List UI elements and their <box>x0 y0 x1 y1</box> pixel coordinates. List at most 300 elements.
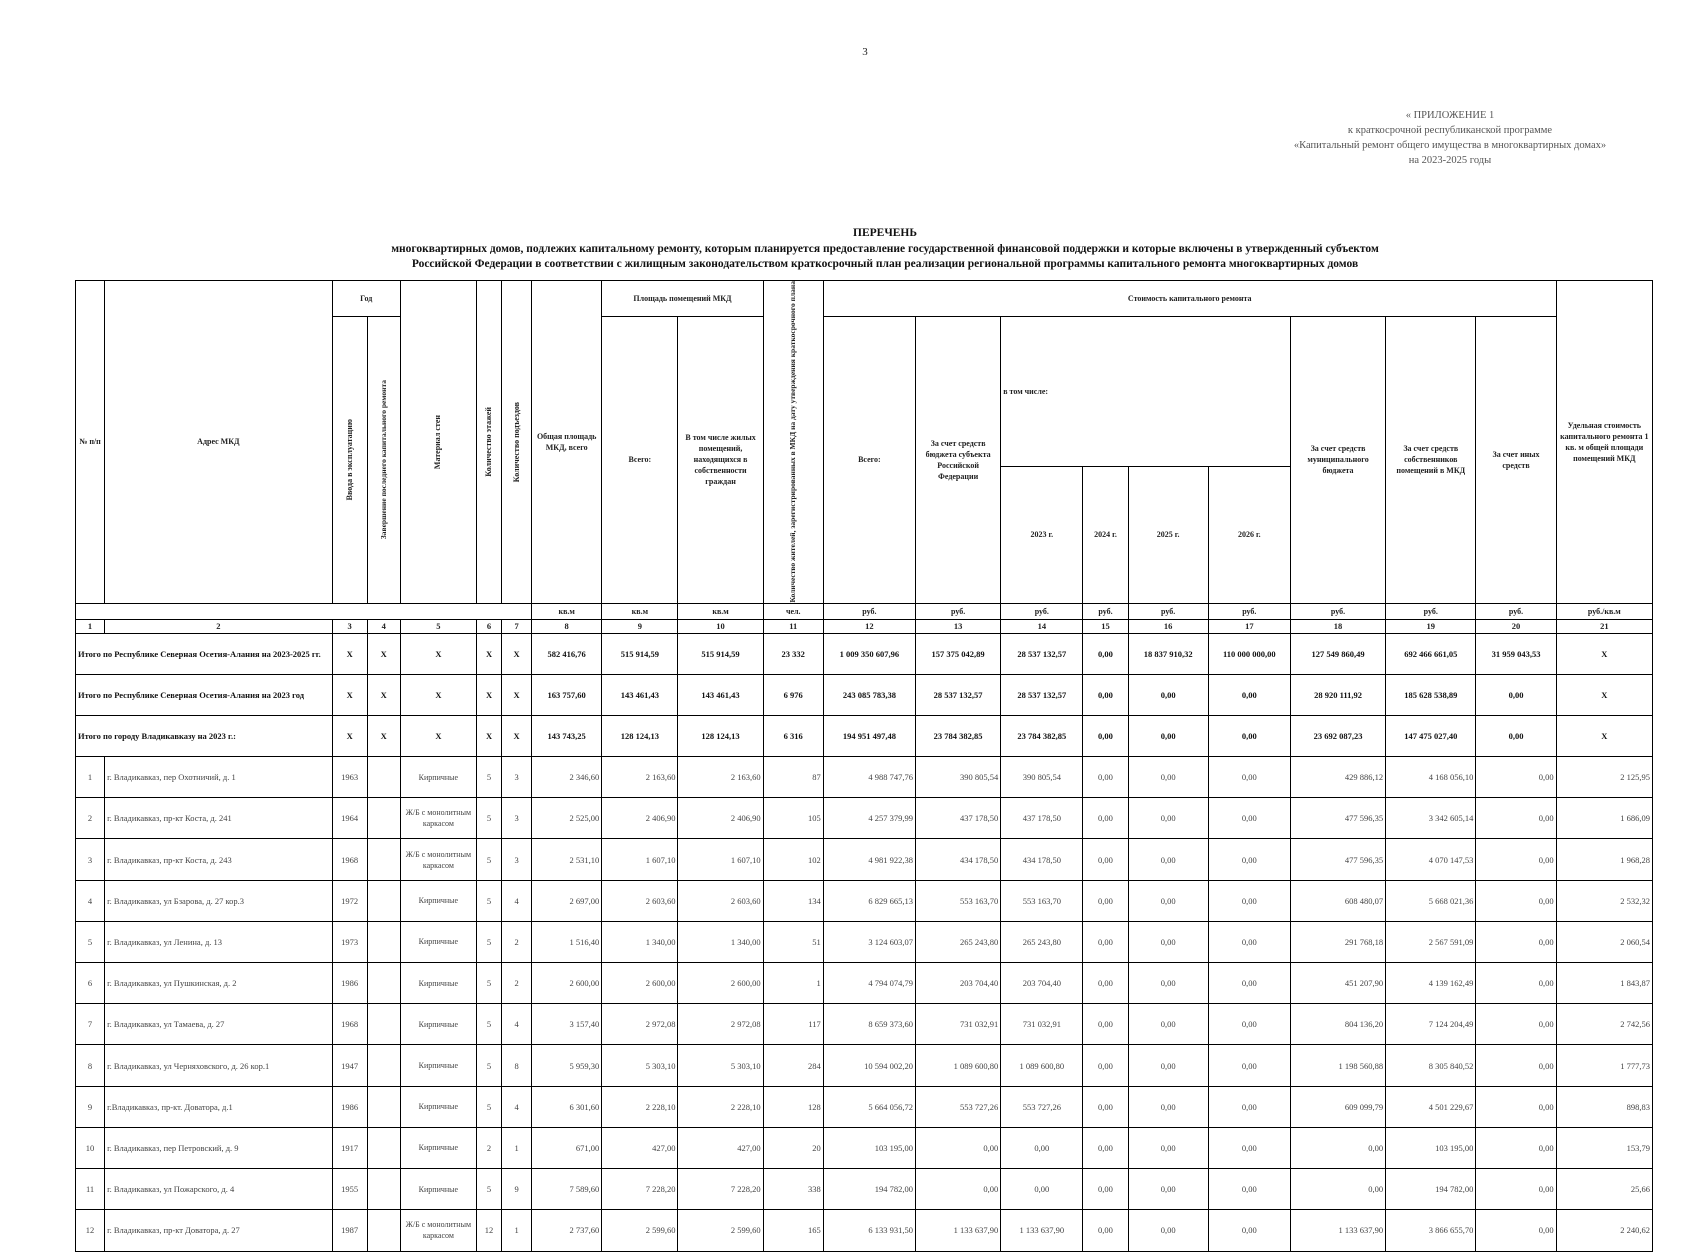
cost-other: 0,00 <box>1476 674 1556 715</box>
cost-municipal: 609 099,79 <box>1290 1086 1385 1127</box>
cost-2026: 0,00 <box>1208 963 1290 1004</box>
address: г. Владикавказ, пр-кт Доватора, д. 27 <box>105 1210 333 1251</box>
cost-2026: 0,00 <box>1208 921 1290 962</box>
row-number: 1 <box>76 757 105 798</box>
address: г. Владикавказ, ул Черняховского, д. 26 кор.1 <box>105 1045 333 1086</box>
cost-total: 194 782,00 <box>823 1168 915 1209</box>
cost-total: 6 133 931,50 <box>823 1210 915 1251</box>
residents: 51 <box>763 921 823 962</box>
year-last-repair <box>367 1127 400 1168</box>
cost-2023: 1 089 600,80 <box>1001 1045 1083 1086</box>
header-year-2025: 2025 г. <box>1128 467 1208 603</box>
premises-private: 5 303,10 <box>678 1045 763 1086</box>
premises-total: 515 914,59 <box>602 633 678 674</box>
floors: 12 <box>476 1210 501 1251</box>
cost-owners: 4 070 147,53 <box>1386 839 1476 880</box>
cost-2026: 0,00 <box>1208 1086 1290 1127</box>
cost-2023: 437 178,50 <box>1001 798 1083 839</box>
cost-2025: 0,00 <box>1128 674 1208 715</box>
residents: 338 <box>763 1168 823 1209</box>
row-number: 3 <box>76 839 105 880</box>
cost-2025: 0,00 <box>1128 757 1208 798</box>
cost-subject: 0,00 <box>916 1127 1001 1168</box>
cost-2026: 0,00 <box>1208 1168 1290 1209</box>
premises-private: 515 914,59 <box>678 633 763 674</box>
premises-total: 143 461,43 <box>602 674 678 715</box>
unit-cost: 2 532,32 <box>1556 880 1652 921</box>
x-mark: X <box>400 633 476 674</box>
cost-other: 0,00 <box>1476 921 1556 962</box>
unit-cell: руб. <box>1083 603 1128 619</box>
column-number: 11 <box>763 619 823 633</box>
year-last-repair <box>367 839 400 880</box>
x-mark: X <box>502 715 532 756</box>
premises-total: 2 406,90 <box>602 798 678 839</box>
header-premises-total: Всего: <box>602 317 678 604</box>
cost-total: 4 981 922,38 <box>823 839 915 880</box>
wall-material: Кирпичные <box>400 1168 476 1209</box>
cost-total: 8 659 373,60 <box>823 1004 915 1045</box>
total-area: 2 600,00 <box>532 963 602 1004</box>
cost-owners: 4 501 229,67 <box>1386 1086 1476 1127</box>
column-number: 15 <box>1083 619 1128 633</box>
cost-subject: 1 089 600,80 <box>916 1045 1001 1086</box>
floors: 5 <box>476 1004 501 1045</box>
residents: 134 <box>763 880 823 921</box>
header-year-last-repair-text: Завершение последнего капитального ремонта <box>379 380 388 540</box>
cost-owners: 2 567 591,09 <box>1386 921 1476 962</box>
cost-owners: 4 168 056,10 <box>1386 757 1476 798</box>
cost-subject: 157 375 042,89 <box>916 633 1001 674</box>
year-last-repair <box>367 921 400 962</box>
premises-private: 143 461,43 <box>678 674 763 715</box>
total-row <box>76 674 1653 715</box>
residents: 102 <box>763 839 823 880</box>
cost-total: 5 664 056,72 <box>823 1086 915 1127</box>
premises-total: 2 600,00 <box>602 963 678 1004</box>
header-residents-text: Количество жителей, зарегистрированных в МКД на дату утверждения краткосрочного плана <box>788 281 798 603</box>
cost-owners: 7 124 204,49 <box>1386 1004 1476 1045</box>
address: г. Владикавказ, ул Бзарова, д. 27 кор.3 <box>105 880 333 921</box>
cost-other: 0,00 <box>1476 1127 1556 1168</box>
cost-2024: 0,00 <box>1083 633 1128 674</box>
wall-material: Кирпичные <box>400 1086 476 1127</box>
wall-material: Кирпичные <box>400 1045 476 1086</box>
unit-cell: руб./кв.м <box>1556 603 1652 619</box>
year-commission: 1968 <box>332 1004 367 1045</box>
total-area: 1 516,40 <box>532 921 602 962</box>
cost-2024: 0,00 <box>1083 1168 1128 1209</box>
cost-total: 243 085 783,38 <box>823 674 915 715</box>
cost-subject: 23 784 382,85 <box>916 715 1001 756</box>
premises-total: 128 124,13 <box>602 715 678 756</box>
unit-cost: 1 843,87 <box>1556 963 1652 1004</box>
premises-private: 1 340,00 <box>678 921 763 962</box>
x-mark: X <box>476 633 501 674</box>
cost-total: 4 257 379,99 <box>823 798 915 839</box>
address: г. Владикавказ, пер Петровский, д. 9 <box>105 1127 333 1168</box>
cost-2023: 265 243,80 <box>1001 921 1083 962</box>
premises-private: 128 124,13 <box>678 715 763 756</box>
cost-municipal: 804 136,20 <box>1290 1004 1385 1045</box>
premises-private: 2 228,10 <box>678 1086 763 1127</box>
cost-municipal: 291 768,18 <box>1290 921 1385 962</box>
year-last-repair <box>367 1004 400 1045</box>
cost-municipal: 0,00 <box>1290 1127 1385 1168</box>
cost-2024: 0,00 <box>1083 880 1128 921</box>
cost-total: 4 794 074,79 <box>823 963 915 1004</box>
premises-private: 2 603,60 <box>678 880 763 921</box>
column-number: 9 <box>602 619 678 633</box>
residents: 6 976 <box>763 674 823 715</box>
column-number: 14 <box>1001 619 1083 633</box>
unit-cell: руб. <box>1001 603 1083 619</box>
wall-material: Кирпичные <box>400 757 476 798</box>
row-number: 9 <box>76 1086 105 1127</box>
x-mark: X <box>367 674 400 715</box>
premises-total: 2 228,10 <box>602 1086 678 1127</box>
cost-subject: 731 032,91 <box>916 1004 1001 1045</box>
x-mark: X <box>476 674 501 715</box>
cost-subject: 553 727,26 <box>916 1086 1001 1127</box>
cost-owners: 4 139 162,49 <box>1386 963 1476 1004</box>
header-cost-total: Всего: <box>823 317 915 604</box>
cost-2025: 0,00 <box>1128 963 1208 1004</box>
cost-municipal: 608 480,07 <box>1290 880 1385 921</box>
wall-material: Ж/Б с монолитным каркасом <box>400 798 476 839</box>
total-row <box>76 715 1653 756</box>
unit-cost: 2 060,54 <box>1556 921 1652 962</box>
floors: 5 <box>476 1086 501 1127</box>
cost-2026: 0,00 <box>1208 674 1290 715</box>
page-number: 3 <box>862 46 868 58</box>
cost-municipal: 477 596,35 <box>1290 839 1385 880</box>
entrances: 3 <box>502 839 532 880</box>
cost-2025: 0,00 <box>1128 1168 1208 1209</box>
table-row <box>76 839 1653 880</box>
row-number: 8 <box>76 1045 105 1086</box>
appendix-heading <box>1290 108 1610 168</box>
year-commission: 1986 <box>332 1086 367 1127</box>
unit-cell: руб. <box>1386 603 1476 619</box>
unit-cell: руб. <box>823 603 915 619</box>
cost-owners: 5 668 021,36 <box>1386 880 1476 921</box>
cost-2025: 0,00 <box>1128 1127 1208 1168</box>
total-area: 671,00 <box>532 1127 602 1168</box>
table-row <box>76 1168 1653 1209</box>
cost-2026: 0,00 <box>1208 715 1290 756</box>
row-number: 6 <box>76 963 105 1004</box>
appendix-line: на 2023-2025 годы <box>1408 155 1492 166</box>
row-number: 5 <box>76 921 105 962</box>
entrances: 3 <box>502 757 532 798</box>
cost-2023: 0,00 <box>1001 1127 1083 1168</box>
cost-total: 194 951 497,48 <box>823 715 915 756</box>
floors: 5 <box>476 757 501 798</box>
total-area: 2 737,60 <box>532 1210 602 1251</box>
year-last-repair <box>367 1086 400 1127</box>
unit-cost: 1 968,28 <box>1556 839 1652 880</box>
cost-2025: 0,00 <box>1128 880 1208 921</box>
floors: 5 <box>476 963 501 1004</box>
unit-cell: руб. <box>1476 603 1556 619</box>
cost-2024: 0,00 <box>1083 839 1128 880</box>
year-commission: 1972 <box>332 880 367 921</box>
total-area: 5 959,30 <box>532 1045 602 1086</box>
row-number: 2 <box>76 798 105 839</box>
header-year-last-repair <box>367 317 400 604</box>
residents: 128 <box>763 1086 823 1127</box>
x-mark: X <box>400 674 476 715</box>
wall-material: Кирпичные <box>400 921 476 962</box>
total-area: 6 301,60 <box>532 1086 602 1127</box>
cost-2024: 0,00 <box>1083 715 1128 756</box>
year-last-repair <box>367 880 400 921</box>
year-commission: 1987 <box>332 1210 367 1251</box>
cost-2026: 0,00 <box>1208 1127 1290 1168</box>
unit-cell: руб. <box>916 603 1001 619</box>
cost-2023: 23 784 382,85 <box>1001 715 1083 756</box>
floors: 5 <box>476 839 501 880</box>
table-row <box>76 880 1653 921</box>
header-including: в том числе: <box>1001 317 1291 467</box>
cost-other: 0,00 <box>1476 963 1556 1004</box>
unit-spacer <box>76 603 532 619</box>
cost-2025: 18 837 910,32 <box>1128 633 1208 674</box>
year-last-repair <box>367 798 400 839</box>
header-year-2023: 2023 г. <box>1001 467 1083 603</box>
unit-cost: 2 742,56 <box>1556 1004 1652 1045</box>
entrances: 1 <box>502 1127 532 1168</box>
total-area: 2 531,10 <box>532 839 602 880</box>
address: г. Владикавказ, ул Пожарского, д. 4 <box>105 1168 333 1209</box>
column-number: 21 <box>1556 619 1652 633</box>
column-number: 4 <box>367 619 400 633</box>
row-number: 10 <box>76 1127 105 1168</box>
total-area: 2 697,00 <box>532 880 602 921</box>
header-residents <box>763 281 823 604</box>
entrances: 4 <box>502 1004 532 1045</box>
cost-2023: 553 727,26 <box>1001 1086 1083 1127</box>
address: г.Владикавказ, пр-кт. Доватора, д.1 <box>105 1086 333 1127</box>
residents: 87 <box>763 757 823 798</box>
entrances: 3 <box>502 798 532 839</box>
row-number: 7 <box>76 1004 105 1045</box>
total-area: 143 743,25 <box>532 715 602 756</box>
premises-total: 1 607,10 <box>602 839 678 880</box>
cost-2023: 731 032,91 <box>1001 1004 1083 1045</box>
cost-total: 10 594 002,20 <box>823 1045 915 1086</box>
total-area: 582 416,76 <box>532 633 602 674</box>
cost-2023: 28 537 132,57 <box>1001 633 1083 674</box>
cost-2024: 0,00 <box>1083 1004 1128 1045</box>
unit-cell: кв.м <box>602 603 678 619</box>
header-total-area: Общая площадь МКД, всего <box>532 281 602 604</box>
year-last-repair <box>367 757 400 798</box>
cost-2026: 0,00 <box>1208 1045 1290 1086</box>
header-year-commission <box>332 317 367 604</box>
wall-material: Кирпичные <box>400 963 476 1004</box>
cost-municipal: 429 886,12 <box>1290 757 1385 798</box>
title-heading: ПЕРЕЧЕНЬ <box>853 227 917 239</box>
header-num: № п/п <box>76 281 105 604</box>
x-mark: X <box>476 715 501 756</box>
address: г. Владикавказ, ул Тамаева, д. 27 <box>105 1004 333 1045</box>
cost-municipal: 477 596,35 <box>1290 798 1385 839</box>
column-number: 10 <box>678 619 763 633</box>
x-mark: X <box>502 674 532 715</box>
column-number: 8 <box>532 619 602 633</box>
header-floors <box>476 281 501 604</box>
year-commission: 1973 <box>332 921 367 962</box>
cost-subject: 265 243,80 <box>916 921 1001 962</box>
premises-total: 7 228,20 <box>602 1168 678 1209</box>
cost-total: 4 988 747,76 <box>823 757 915 798</box>
table-row <box>76 1210 1653 1251</box>
column-number: 1 <box>76 619 105 633</box>
column-number: 18 <box>1290 619 1385 633</box>
unit-cost: X <box>1556 674 1652 715</box>
row-number: 12 <box>76 1210 105 1251</box>
title-line: Российской Федерации в соответствии с жилищным законодательством краткосрочный план реализации региональной программы капитального ремонта многоквартирных домов <box>411 258 1359 270</box>
cost-2025: 0,00 <box>1128 839 1208 880</box>
premises-private: 2 600,00 <box>678 963 763 1004</box>
premises-private: 2 599,60 <box>678 1210 763 1251</box>
cost-2025: 0,00 <box>1128 1004 1208 1045</box>
cost-2024: 0,00 <box>1083 674 1128 715</box>
cost-2026: 0,00 <box>1208 839 1290 880</box>
cost-other: 0,00 <box>1476 1086 1556 1127</box>
cost-2024: 0,00 <box>1083 757 1128 798</box>
premises-total: 2 599,60 <box>602 1210 678 1251</box>
cost-subject: 1 133 637,90 <box>916 1210 1001 1251</box>
table-row <box>76 1045 1653 1086</box>
cost-2024: 0,00 <box>1083 1086 1128 1127</box>
floors: 5 <box>476 798 501 839</box>
wall-material: Ж/Б с монолитным каркасом <box>400 839 476 880</box>
cost-2024: 0,00 <box>1083 921 1128 962</box>
cost-2026: 0,00 <box>1208 757 1290 798</box>
year-last-repair <box>367 1168 400 1209</box>
premises-total: 427,00 <box>602 1127 678 1168</box>
cost-2025: 0,00 <box>1128 1210 1208 1251</box>
floors: 2 <box>476 1127 501 1168</box>
cost-subject: 437 178,50 <box>916 798 1001 839</box>
cost-2023: 553 163,70 <box>1001 880 1083 921</box>
column-number: 19 <box>1386 619 1476 633</box>
x-mark: X <box>332 674 367 715</box>
appendix-line: «Капитальный ремонт общего имущества в многоквартирных домах» <box>1293 140 1607 151</box>
cost-2025: 0,00 <box>1128 921 1208 962</box>
cost-other: 0,00 <box>1476 839 1556 880</box>
cost-subject: 203 704,40 <box>916 963 1001 1004</box>
cost-owners: 194 782,00 <box>1386 1168 1476 1209</box>
cost-other: 0,00 <box>1476 715 1556 756</box>
cost-other: 0,00 <box>1476 1004 1556 1045</box>
cost-2023: 1 133 637,90 <box>1001 1210 1083 1251</box>
year-last-repair <box>367 963 400 1004</box>
address: г. Владикавказ, ул Ленина, д. 13 <box>105 921 333 962</box>
cost-subject: 553 163,70 <box>916 880 1001 921</box>
cost-municipal: 0,00 <box>1290 1168 1385 1209</box>
cost-owners: 3 342 605,14 <box>1386 798 1476 839</box>
cost-2025: 0,00 <box>1128 715 1208 756</box>
table-row <box>76 1086 1653 1127</box>
cost-total: 6 829 665,13 <box>823 880 915 921</box>
cost-other: 0,00 <box>1476 757 1556 798</box>
residents: 165 <box>763 1210 823 1251</box>
column-number: 5 <box>400 619 476 633</box>
column-number: 2 <box>105 619 333 633</box>
cost-2023: 390 805,54 <box>1001 757 1083 798</box>
title-line: многоквартирных домов, подлежих капитальному ремонту, которым планируется предоставление государственной финансовой поддержки и которые включены в утвержденный субъектом <box>391 242 1379 255</box>
column-number: 3 <box>332 619 367 633</box>
address: г. Владикавказ, ул Пушкинская, д. 2 <box>105 963 333 1004</box>
cost-2026: 0,00 <box>1208 1210 1290 1251</box>
year-commission: 1968 <box>332 839 367 880</box>
column-number: 13 <box>916 619 1001 633</box>
cost-subject: 0,00 <box>916 1168 1001 1209</box>
unit-cost: 2 125,95 <box>1556 757 1652 798</box>
total-label: Итого по Республике Северная Осетия-Алания на 2023 год <box>76 674 333 715</box>
entrances: 8 <box>502 1045 532 1086</box>
table-body <box>76 633 1653 1251</box>
cost-owners: 185 628 538,89 <box>1386 674 1476 715</box>
wall-material: Кирпичные <box>400 1004 476 1045</box>
cost-other: 0,00 <box>1476 798 1556 839</box>
cost-municipal: 1 198 560,88 <box>1290 1045 1385 1086</box>
unit-cell: кв.м <box>678 603 763 619</box>
unit-cost: X <box>1556 715 1652 756</box>
column-number: 16 <box>1128 619 1208 633</box>
cost-2026: 0,00 <box>1208 880 1290 921</box>
address: г. Владикавказ, пр-кт Коста, д. 243 <box>105 839 333 880</box>
cost-owners: 147 475 027,40 <box>1386 715 1476 756</box>
entrances: 4 <box>502 1086 532 1127</box>
header-cost-group: Стоимость капитального ремонта <box>823 281 1556 317</box>
year-commission: 1917 <box>332 1127 367 1168</box>
header-cost-subject: За счет средств бюджета субъекта Российской Федерации <box>916 317 1001 604</box>
premises-total: 1 340,00 <box>602 921 678 962</box>
cost-municipal: 28 920 111,92 <box>1290 674 1385 715</box>
cost-municipal: 127 549 860,49 <box>1290 633 1385 674</box>
premises-total: 2 603,60 <box>602 880 678 921</box>
cost-other: 0,00 <box>1476 1210 1556 1251</box>
cost-2025: 0,00 <box>1128 1045 1208 1086</box>
address: г. Владикавказ, пер Охотничий, д. 1 <box>105 757 333 798</box>
unit-cell: чел. <box>763 603 823 619</box>
total-area: 7 589,60 <box>532 1168 602 1209</box>
unit-cell: руб. <box>1290 603 1385 619</box>
unit-cost: 2 240,62 <box>1556 1210 1652 1251</box>
cost-2024: 0,00 <box>1083 1210 1128 1251</box>
total-area: 2 346,60 <box>532 757 602 798</box>
residents: 20 <box>763 1127 823 1168</box>
total-label: Итого по Республике Северная Осетия-Алания на 2023-2025 гг. <box>76 633 333 674</box>
year-last-repair <box>367 1210 400 1251</box>
x-mark: X <box>400 715 476 756</box>
cost-2023: 203 704,40 <box>1001 963 1083 1004</box>
year-commission: 1955 <box>332 1168 367 1209</box>
premises-private: 1 607,10 <box>678 839 763 880</box>
table-row <box>76 1127 1653 1168</box>
residents: 1 <box>763 963 823 1004</box>
cost-owners: 8 305 840,52 <box>1386 1045 1476 1086</box>
cost-other: 0,00 <box>1476 1045 1556 1086</box>
header-wall-material <box>400 281 476 604</box>
cost-total: 1 009 350 607,96 <box>823 633 915 674</box>
unit-cost: X <box>1556 633 1652 674</box>
